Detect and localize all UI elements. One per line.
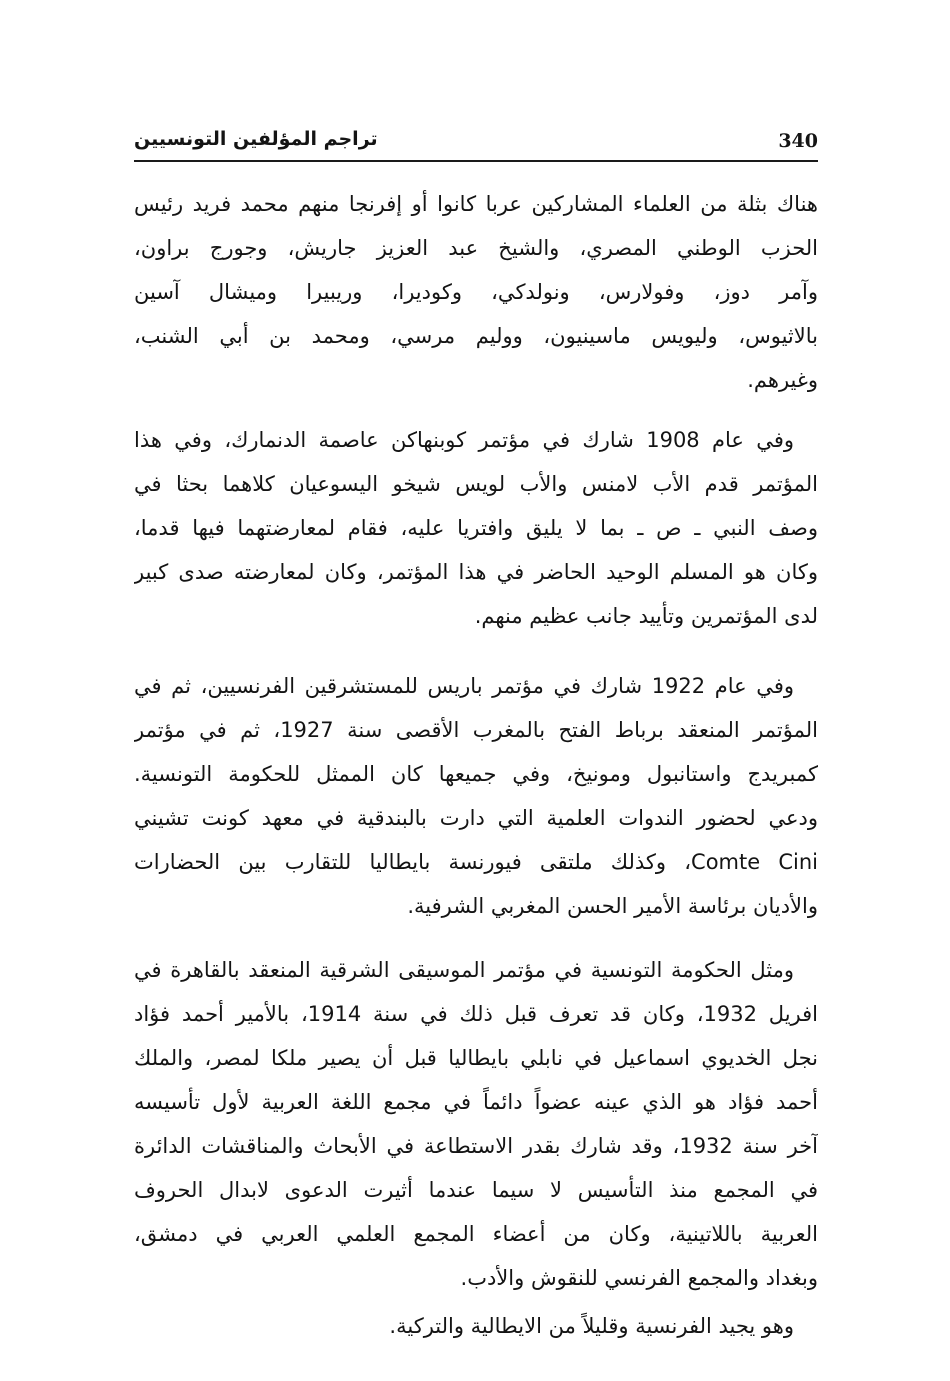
paragraph (134, 182, 818, 402)
text-line: كمبريدج واستانبول ومونيخ، وفي جميعها كان الممثل للحكومة التونسية. (134, 762, 818, 786)
text-line: بالاثيوس، وليويس ماسينيون، ووليم مرسي، ومحمد بن أبي الشنب، (134, 324, 818, 348)
text-line: وفي عام 1908 شارك في مؤتمر كوبنهاكن عاصمة الدنمارك، وفي هذا (134, 428, 794, 452)
text-line: نجل الخديوي اسماعيل في نابلي بايطاليا قبل أن يصير ملكا لمصر، والملك (134, 1046, 818, 1070)
text-line: وصف النبي ـ ص ـ بما لا يليق وافتريا عليه، فقام لمعارضتهما فيها قدما، (134, 516, 818, 540)
text-line: افريل 1932، وكان قد تعرف قبل ذلك في سنة 1914، بالأمير أحمد فؤاد (134, 1002, 818, 1026)
text-line: وكان هو المسلم الوحيد الحاضر في هذا المؤتمر، وكان لمعارضته صدى كبير (134, 560, 818, 584)
text-line: وبغداد والمجمع الفرنسي للنقوش والأدب. (460, 1266, 818, 1290)
text-line: الحزب الوطني المصري، والشيخ عبد العزيز جاريش، وجورج براون، (134, 236, 818, 260)
text-line: ودعي لحضور الندوات العلمية التي دارت بالبندقية في معهد كونت تشيني (134, 806, 818, 830)
paragraph (134, 948, 818, 1300)
text-line: هناك بثلة من العلماء المشاركين عربا كانوا أو إفرنجا منهم محمد فريد رئيس (134, 192, 818, 216)
text-line: وفي عام 1922 شارك في مؤتمر باريس للمستشرقين الفرنسيين، ثم في (134, 674, 794, 698)
text-line: المؤتمر المنعقد برباط الفتح بالمغرب الأقصى سنة 1927، ثم في مؤتمر (134, 718, 818, 742)
text-line: العربية باللاتينية، وكان من أعضاء المجمع العلمي العربي في دمشق، (134, 1222, 818, 1246)
text-line: Comte Cini، وكذلك ملتقى فيورنسة بايطاليا للتقارب بين الحضارات (134, 850, 818, 874)
text-line: آخر سنة 1932، وقد شارك بقدر الاستطاعة في الأبحاث والمناقشات الدائرة (134, 1134, 818, 1158)
running-title: تراجم المؤلفين التونسيين (134, 128, 378, 150)
text-line: ومثل الحكومة التونسية في مؤتمر الموسيقى الشرقية المنعقد بالقاهرة في (134, 958, 794, 982)
body-text (134, 182, 818, 1348)
text-line: وهو يجيد الفرنسية وقليلاً من الايطالية والتركية. (389, 1314, 794, 1338)
paragraph (134, 664, 818, 928)
text-line: وغيرهم. (747, 368, 818, 392)
text-line: وآمر دوز، وفولارس، ونولدكي، وكوديرا، وريبيرا وميشال آسين (134, 280, 818, 304)
text-line: المؤتمر قدم الأب لامنس والأب لويس شيخو اليسوعيان كلاهما بحثا في (134, 472, 818, 496)
page-number: 340 (778, 130, 818, 152)
text-line: والأديان برئاسة الأمير الحسن المغربي الشرفية. (407, 894, 818, 918)
text-line: في المجمع منذ التأسيس لا سيما عندما أثيرت الدعوى لابدال الحروف (134, 1178, 818, 1202)
paragraph (134, 418, 818, 638)
page-header (134, 124, 818, 162)
paragraph (134, 1304, 818, 1348)
text-line: أحمد فؤاد هو الذي عينه عضواً دائماً في مجمع اللغة العربية لأول تأسيسه (134, 1090, 818, 1114)
text-line: لدى المؤتمرين وتأييد جانب عظيم منهم. (474, 604, 818, 628)
